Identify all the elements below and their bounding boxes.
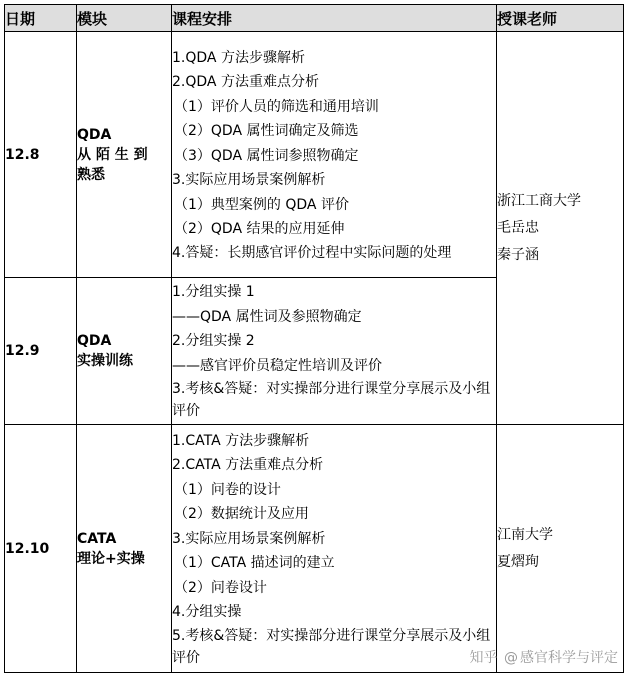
watermark-text: 感官科学与评定	[520, 650, 618, 666]
header-row	[5, 5, 624, 32]
arrangement-line: ——感官评价员稳定性培训及评价	[172, 357, 382, 374]
arrangement-cell	[172, 425, 497, 673]
arrangement-line: 1.QDA 方法步骤解析	[172, 49, 305, 66]
module-line: 理论+实操	[77, 550, 145, 567]
at-icon: @	[504, 650, 518, 666]
header-teacher: 授课老师	[497, 5, 624, 32]
watermark-prefix: 知乎	[469, 650, 498, 666]
arrangement-line: （1）典型案例的 QDA 评价	[174, 196, 349, 213]
arrangement-line: ——QDA 属性词及参照物确定	[172, 308, 362, 325]
arrangement-line: 3.考核&答疑：对实操部分进行课堂分享展示及小组评价	[172, 381, 491, 419]
module-line: 从 陌 生 到	[77, 146, 148, 163]
teacher-line: 江南大学	[497, 526, 553, 543]
arrangement-cell	[172, 32, 497, 278]
date-cell: 12.10	[5, 425, 77, 673]
arrangement-line: （3）QDA 属性词参照物确定	[174, 147, 359, 164]
module-cell	[77, 32, 172, 278]
module-line: QDA	[77, 126, 112, 143]
arrangement-line: 1.CATA 方法步骤解析	[172, 432, 310, 449]
arrangement-line: （2）问卷设计	[174, 579, 267, 596]
header-module: 模块	[77, 5, 172, 32]
table-row	[5, 425, 624, 673]
arrangement-line: 2.QDA 方法重难点分析	[172, 74, 319, 90]
arrangement-line: 2.分组实操 2	[172, 333, 255, 349]
module-line: 熟悉	[77, 166, 105, 183]
zhihu-watermark	[470, 647, 618, 667]
arrangement-line: （2）QDA 结果的应用延伸	[174, 221, 345, 237]
teacher-line: 夏熠珣	[497, 553, 539, 570]
arrangement-line: 3.实际应用场景案例解析	[172, 172, 326, 188]
arrangement-line: 2.CATA 方法重难点分析	[172, 457, 324, 473]
module-line: CATA	[77, 530, 117, 547]
arrangement-line: 5.考核&答疑：对实操部分进行课堂分享展示及小组评价	[172, 627, 491, 666]
date-cell: 12.8	[5, 32, 77, 278]
table-row	[5, 32, 624, 278]
arrangement-line: （1）问卷的设计	[174, 481, 281, 498]
teacher-line: 浙江工商大学	[497, 192, 581, 209]
arrangement-line: （2）数据统计及应用	[174, 506, 309, 522]
module-line: QDA	[77, 333, 112, 349]
teacher-line: 毛岳忠	[497, 219, 539, 236]
arrangement-line: （2）QDA 属性词确定及筛选	[174, 123, 359, 139]
teacher-cell	[497, 425, 624, 673]
header-date: 日期	[5, 5, 77, 32]
header-arrangement: 课程安排	[172, 5, 497, 32]
arrangement-line: 4.分组实操	[172, 604, 242, 620]
date-cell: 12.9	[5, 278, 77, 425]
teacher-line: 秦子涵	[497, 246, 539, 263]
module-cell	[77, 425, 172, 673]
module-line: 实操训练	[77, 353, 133, 369]
module-cell	[77, 278, 172, 425]
teacher-cell	[497, 32, 624, 425]
arrangement-line: （1）CATA 描述词的建立	[174, 555, 335, 571]
course-schedule-table	[4, 4, 624, 673]
arrangement-line: 1.分组实操 1	[172, 284, 255, 300]
arrangement-line: 4.答疑：长期感官评价过程中实际问题的处理	[172, 244, 452, 261]
arrangement-line: （1）评价人员的筛选和通用培训	[174, 98, 379, 115]
arrangement-line: 3.实际应用场景案例解析	[172, 530, 326, 547]
arrangement-cell	[172, 278, 497, 425]
